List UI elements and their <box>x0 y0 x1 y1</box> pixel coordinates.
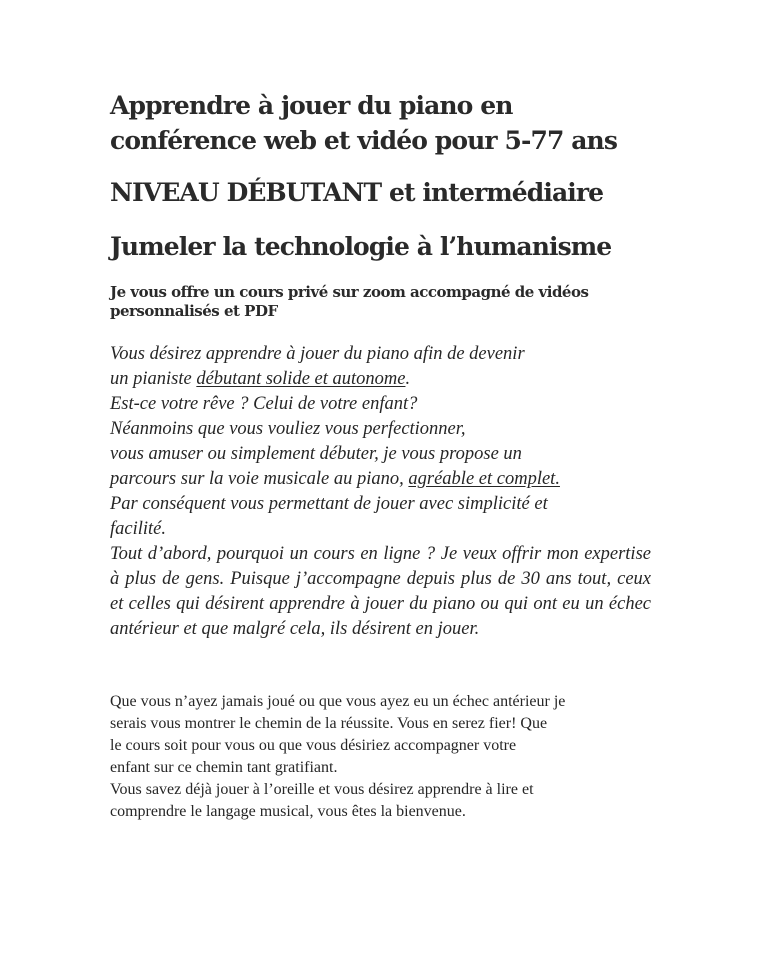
intro-paragraph <box>110 342 651 642</box>
page-title <box>110 88 670 158</box>
intro-line-6 <box>110 467 651 492</box>
title-line-2: conférence web et vidéo pour 5-77 ans <box>110 126 617 155</box>
title-line-1: Apprendre à jouer du piano en <box>110 91 513 120</box>
intro-line-2-prefix: un pianiste <box>110 369 197 389</box>
body-line-3: le cours soit pour vous ou que vous désiriez accompagner votre <box>110 737 517 754</box>
intro-line-7: Par conséquent vous permettant de jouer avec simplicité et <box>110 494 548 514</box>
intro-line-6-prefix: parcours sur la voie musicale au piano, <box>110 469 409 489</box>
tagline-heading: Jumeler la technologie à l’humanisme <box>110 232 612 261</box>
intro-line-1: Vous désirez apprendre à jouer du piano afin de devenir <box>110 344 525 364</box>
underlined-phrase-debutant: débutant solide et autonome <box>196 369 406 389</box>
subtitle-line-1: Je vous offre un cours privé sur zoom accompagné de vidéos <box>110 283 589 301</box>
intro-line-3: Est-ce votre rêve ? Celui de votre enfant? <box>110 394 418 414</box>
why-online-paragraph: Tout d’abord, pourquoi un cours en ligne ? Je veux offrir mon expertise à plus de gens. Puisque j’accompagne depuis plus de 30 ans tout, ceux et celles qui désirent apprendre à jouer du piano ou qui ont eu un échec antérieur et que malgré cela, ils désirent en jouer. <box>110 544 651 639</box>
intro-line-5: vous amuser ou simplement débuter, je vous propose un <box>110 444 522 464</box>
body-line-5: Vous savez déjà jouer à l’oreille et vous désirez apprendre à lire et <box>110 781 534 798</box>
intro-line-8: facilité. <box>110 519 166 539</box>
intro-line-4: Néanmoins que vous vouliez vous perfectionner, <box>110 419 466 439</box>
body-line-4: enfant sur ce chemin tant gratifiant. <box>110 759 338 776</box>
body-paragraph <box>110 691 655 823</box>
body-line-6: comprendre le langage musical, vous êtes la bienvenue. <box>110 803 466 820</box>
body-line-1: Que vous n’ayez jamais joué ou que vous ayez eu un échec antérieur je <box>110 693 566 710</box>
offer-subtitle <box>110 283 610 321</box>
level-heading: NIVEAU DÉBUTANT et intermédiaire <box>110 178 604 207</box>
subtitle-line-2: personnalisés et PDF <box>110 302 278 320</box>
intro-line-2 <box>110 367 651 392</box>
intro-line-2-suffix: . <box>405 369 411 389</box>
body-line-2: serais vous montrer le chemin de la réussite. Vous en serez fier! Que <box>110 715 548 732</box>
underlined-phrase-agreable: agréable et complet. <box>408 469 560 489</box>
